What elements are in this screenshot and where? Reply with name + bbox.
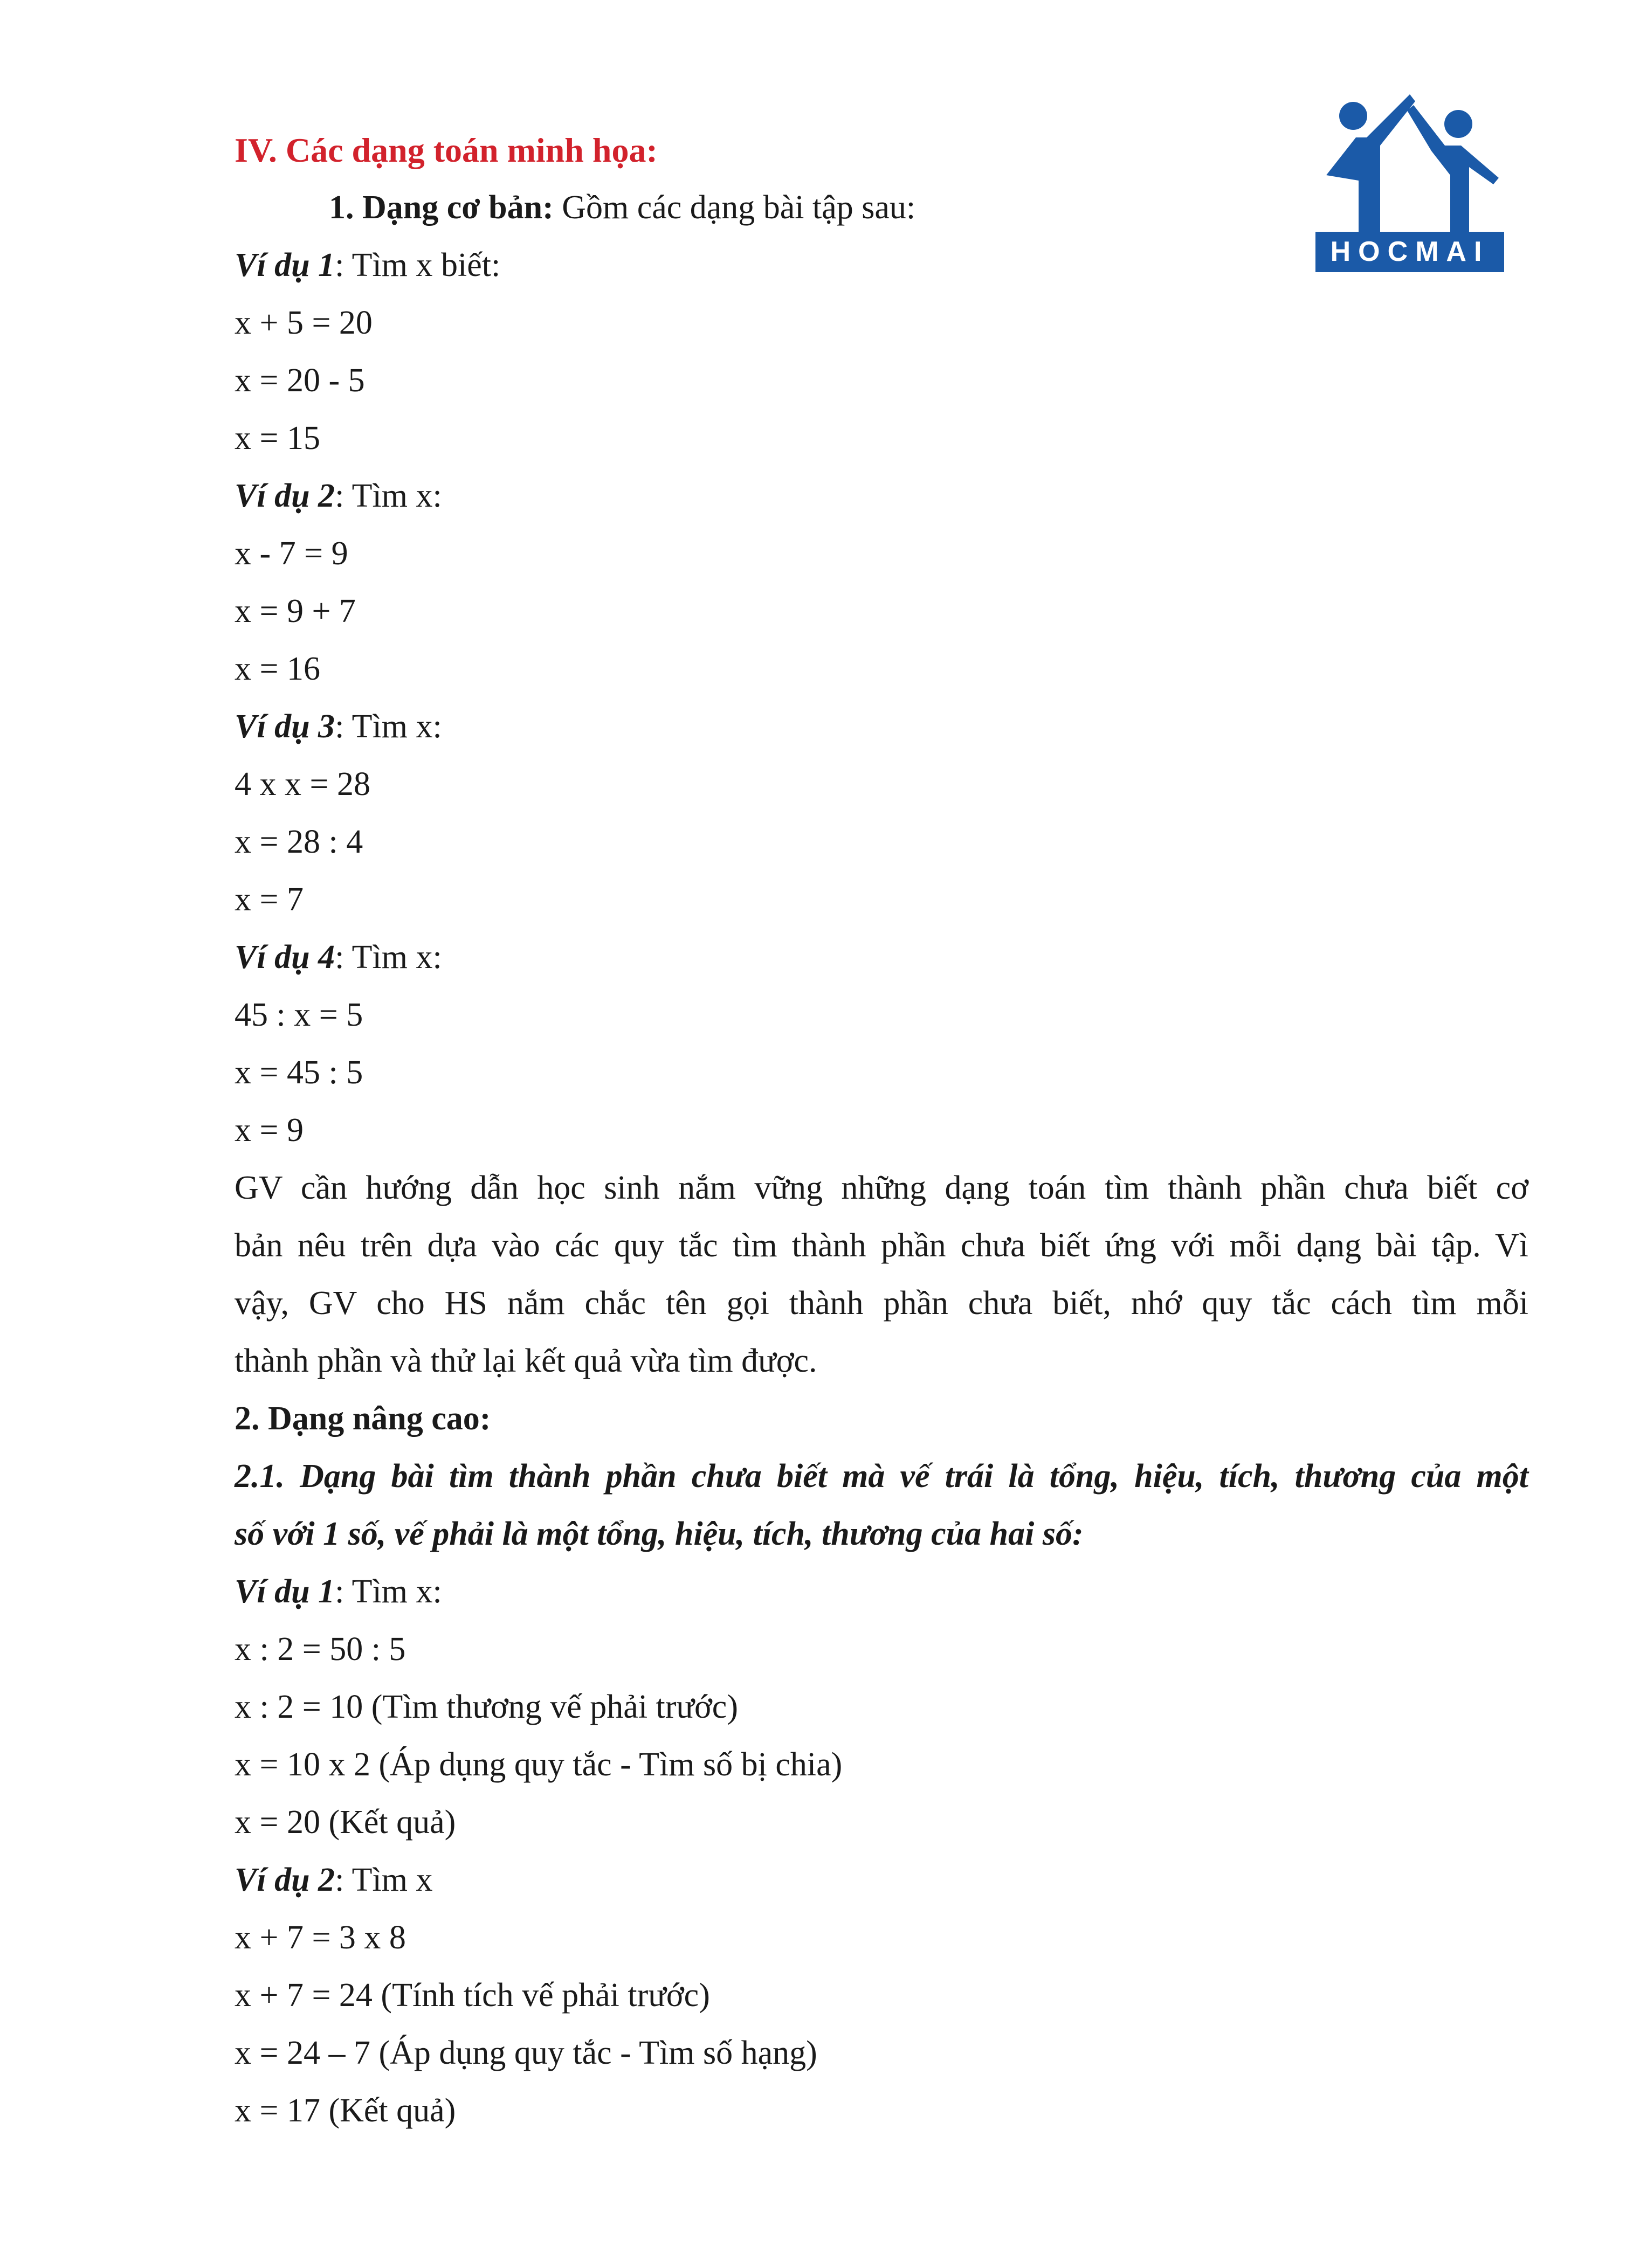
equation-step: x = 20 (Kết quả) bbox=[235, 1804, 456, 1841]
section-title: IV. Các dạng toán minh họa: bbox=[235, 131, 658, 169]
basic-example-4 bbox=[235, 929, 1528, 1159]
advanced-sub-heading bbox=[235, 1448, 1528, 1563]
sub-heading-line: số với 1 số, vế phải là một tổng, hiệu, tích, thương của hai số: bbox=[235, 1516, 1084, 1552]
equation-step: x = 24 – 7 (Áp dụng quy tắc - Tìm số hạng) bbox=[235, 2035, 817, 2071]
equation-step: x - 7 = 9 bbox=[235, 535, 348, 572]
equation-step: x : 2 = 10 (Tìm thương vế phải trước) bbox=[235, 1689, 738, 1725]
equation-step: x = 15 bbox=[235, 420, 320, 457]
example-prompt: : Tìm x: bbox=[335, 708, 442, 745]
equation-step: x = 17 (Kết quả) bbox=[235, 2092, 456, 2129]
equation-step: x = 28 : 4 bbox=[235, 824, 363, 860]
teacher-note-paragraph bbox=[235, 1159, 1528, 1390]
equation-step: x + 7 = 3 x 8 bbox=[235, 1919, 406, 1956]
basic-example-1 bbox=[235, 237, 1528, 467]
example-label: Ví dụ 1 bbox=[235, 247, 335, 284]
basic-heading bbox=[235, 179, 1528, 237]
example-prompt: : Tìm x bbox=[335, 1862, 433, 1898]
equation-step: x = 20 - 5 bbox=[235, 362, 365, 399]
example-prompt: : Tìm x biết: bbox=[335, 247, 501, 284]
advanced-example-1 bbox=[235, 1563, 1528, 1851]
example-label: Ví dụ 1 bbox=[235, 1573, 335, 1610]
sub-heading-line: 2.1. Dạng bài tìm thành phần chưa biết mà vế trái là tổng, hiệu, tích, thương của một bbox=[235, 1458, 1528, 1495]
advanced-example-2 bbox=[235, 1851, 1528, 2140]
paragraph-line: vậy, GV cho HS nắm chắc tên gọi thành phần chưa biết, nhớ quy tắc cách tìm mỗi bbox=[235, 1285, 1528, 1322]
equation-step: x = 9 + 7 bbox=[235, 593, 356, 630]
equation-step: x = 9 bbox=[235, 1112, 304, 1149]
paragraph-line: thành phần và thử lại kết quả vừa tìm được. bbox=[235, 1343, 817, 1379]
advanced-heading: 2. Dạng nâng cao: bbox=[235, 1400, 491, 1437]
equation-step: 4 x x = 28 bbox=[235, 766, 370, 803]
equation-step: x : 2 = 50 : 5 bbox=[235, 1631, 406, 1668]
example-prompt: : Tìm x: bbox=[335, 478, 442, 514]
example-prompt: : Tìm x: bbox=[335, 939, 442, 976]
equation-step: x = 45 : 5 bbox=[235, 1054, 363, 1091]
example-label: Ví dụ 2 bbox=[235, 478, 335, 514]
logo-text: HOCMAI bbox=[1315, 232, 1504, 272]
equation-step: 45 : x = 5 bbox=[235, 997, 363, 1033]
paragraph-line: bản nêu trên dựa vào các quy tắc tìm thành phần chưa biết ứng với mỗi dạng bài tập. Vì bbox=[235, 1227, 1528, 1264]
document-page bbox=[235, 121, 1528, 2140]
example-label: Ví dụ 2 bbox=[235, 1862, 335, 1898]
basic-example-3 bbox=[235, 698, 1528, 929]
basic-heading-text: Gồm các dạng bài tập sau: bbox=[553, 189, 916, 226]
equation-step: x + 7 = 24 (Tính tích vế phải trước) bbox=[235, 1977, 710, 2014]
equation-step: x = 10 x 2 (Áp dụng quy tắc - Tìm số bị chia) bbox=[235, 1746, 843, 1783]
equation-step: x = 16 bbox=[235, 651, 320, 687]
basic-example-2 bbox=[235, 467, 1528, 698]
example-label: Ví dụ 3 bbox=[235, 708, 335, 745]
equation-step: x + 5 = 20 bbox=[235, 305, 373, 341]
paragraph-line: GV cần hướng dẫn học sinh nắm vững những dạng toán tìm thành phần chưa biết cơ bbox=[235, 1170, 1528, 1206]
equation-step: x = 7 bbox=[235, 881, 304, 918]
example-label: Ví dụ 4 bbox=[235, 939, 335, 976]
example-prompt: : Tìm x: bbox=[335, 1573, 442, 1610]
basic-heading-label: 1. Dạng cơ bản: bbox=[329, 189, 554, 226]
